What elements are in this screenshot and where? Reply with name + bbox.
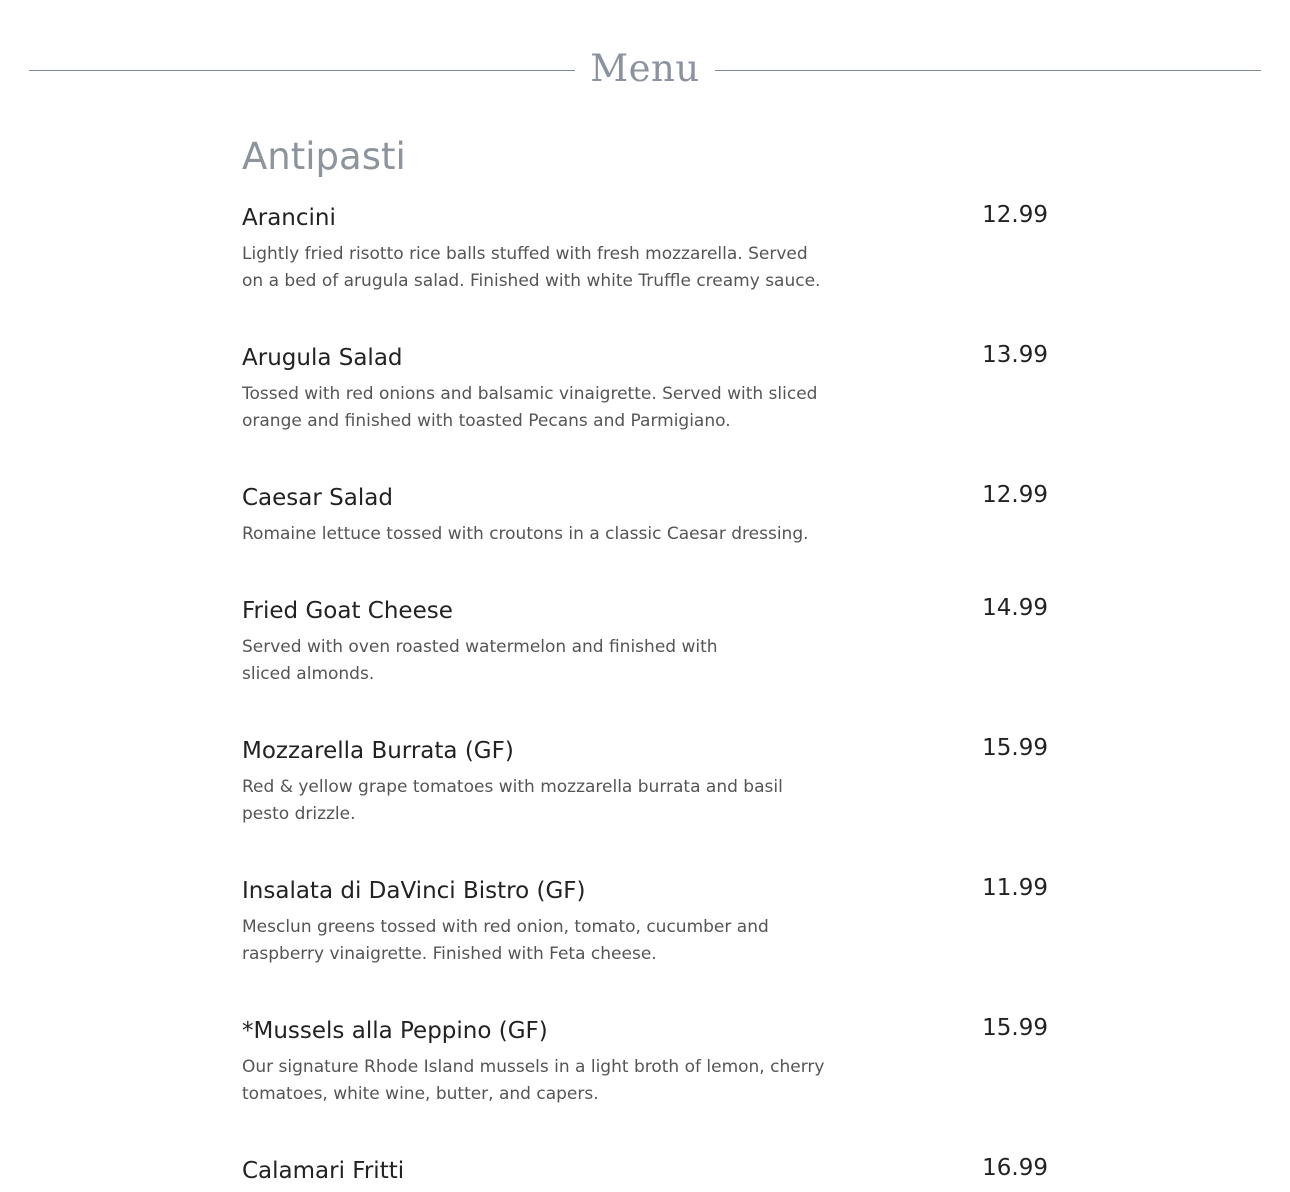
item-description: Served with oven roasted watermelon and finished with sliced almonds.	[242, 637, 718, 684]
item-price: 14.99	[982, 595, 1048, 621]
item-price: 12.99	[982, 482, 1048, 508]
menu-title: Menu	[590, 47, 700, 90]
section-title: Antipasti	[242, 135, 406, 178]
item-description: Romaine lettuce tossed with croutons in a classic Caesar dressing.	[242, 524, 809, 544]
item-name: Fried Goat Cheese	[242, 598, 453, 624]
item-name: Calamari Fritti	[242, 1158, 405, 1184]
item-name: Arancini	[242, 205, 336, 231]
item-price: 13.99	[982, 342, 1048, 368]
item-name: Mozzarella Burrata (GF)	[242, 738, 514, 764]
menu-header	[29, 40, 1261, 102]
item-name: Insalata di DaVinci Bistro (GF)	[242, 878, 586, 904]
item-description: Lightly fried risotto rice balls stuffed with fresh mozzarella. Served on a bed of arugula salad. Finished with white Truffle creamy sauce.	[242, 244, 821, 291]
header-divider-right	[715, 70, 1261, 71]
item-price: 15.99	[982, 735, 1048, 761]
header-divider-left	[29, 70, 575, 71]
item-price: 16.99	[982, 1155, 1048, 1181]
item-price: 12.99	[982, 202, 1048, 228]
item-name: *Mussels alla Peppino (GF)	[242, 1018, 548, 1044]
item-price: 11.99	[982, 875, 1048, 901]
item-name: Arugula Salad	[242, 345, 403, 371]
item-price: 15.99	[982, 1015, 1048, 1041]
item-description: Our signature Rhode Island mussels in a light broth of lemon, cherry tomatoes, white wine, butter, and capers.	[242, 1057, 825, 1104]
item-description: Red & yellow grape tomatoes with mozzarella burrata and basil pesto drizzle.	[242, 777, 783, 824]
item-description: Tossed with red onions and balsamic vinaigrette. Served with sliced orange and finished with toasted Pecans and Parmigiano.	[242, 384, 818, 431]
item-description: Mesclun greens tossed with red onion, tomato, cucumber and raspberry vinaigrette. Finished with Feta cheese.	[242, 917, 769, 964]
item-name: Caesar Salad	[242, 485, 393, 511]
